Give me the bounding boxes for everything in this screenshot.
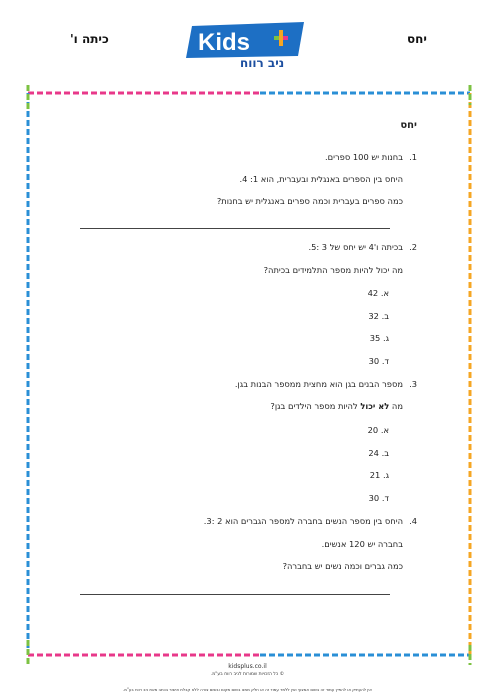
emphasis-text: לא יכול [360,401,390,411]
footer-site[interactable]: kidsplus.co.il [228,663,267,670]
option-b: ב. 24 [368,448,389,458]
logo-subtitle: ניב רווח [240,56,285,70]
question-number: 2. [409,242,417,252]
grade-label: כיתה ו' [70,32,109,46]
logo-text: Kids [198,29,251,56]
footer-legal: אין להעתיק או להפיץ עמוד זה בשום אמצעי ואין ללמד עמוד זה או חלק ממנו בשום מקום ובשום צורה ללא קבלת אישור בכתב מאת ניב רווח בע"מ. [123,687,372,692]
question-4-line-3: כמה גברים וכמה נשים יש בחברה? [282,561,403,571]
question-1-line-1: 1.בחנות יש 100 ספרים. [325,152,417,162]
option-b: ב. 32 [368,311,389,321]
option-d: ד. 30 [368,356,389,366]
subject-label: יחס [407,32,427,46]
option-a: א. 20 [367,425,389,435]
question-4-line-2: בחברה יש 120 אנשים. [321,539,403,549]
question-4-line-1: 4.היחס בין מספר הנשים בחברה למספר הגברים הוא 2 :3. [203,516,417,526]
question-2-line-1: 2.בכיתה ו'4 יש יחס של 3 :5. [308,242,417,252]
section-title: יחס [400,120,417,131]
question-number: 1. [409,152,417,162]
question-3-line-2: מה לא יכול להיות מספר הילדים בגן? [270,401,403,411]
option-c: ג. 35 [369,333,389,343]
question-1-line-2: היחס בין הספרים באנגלית ובעברית, הוא 1: 4. [239,174,403,184]
question-1-line-3: כמה ספרים בעברית וכמה ספרים באנגלית יש בחנות? [216,196,403,206]
option-c: ג. 21 [369,470,389,480]
option-a: א. 42 [367,288,389,298]
answer-line [80,594,390,595]
question-number: 3. [409,379,417,389]
footer-copyright: © כל הזכויות שמורות לניב רווח בע"מ. [210,672,285,677]
question-number: 4. [409,516,417,526]
question-3-line-1: 3.מספר הבנים בגן הוא מחצית ממספר הבנות בגן. [234,379,417,389]
option-d: ד. 30 [368,493,389,503]
answer-line [80,228,390,229]
question-2-line-2: מה יכול להיות מספר התלמידים בכיתה? [263,265,403,275]
